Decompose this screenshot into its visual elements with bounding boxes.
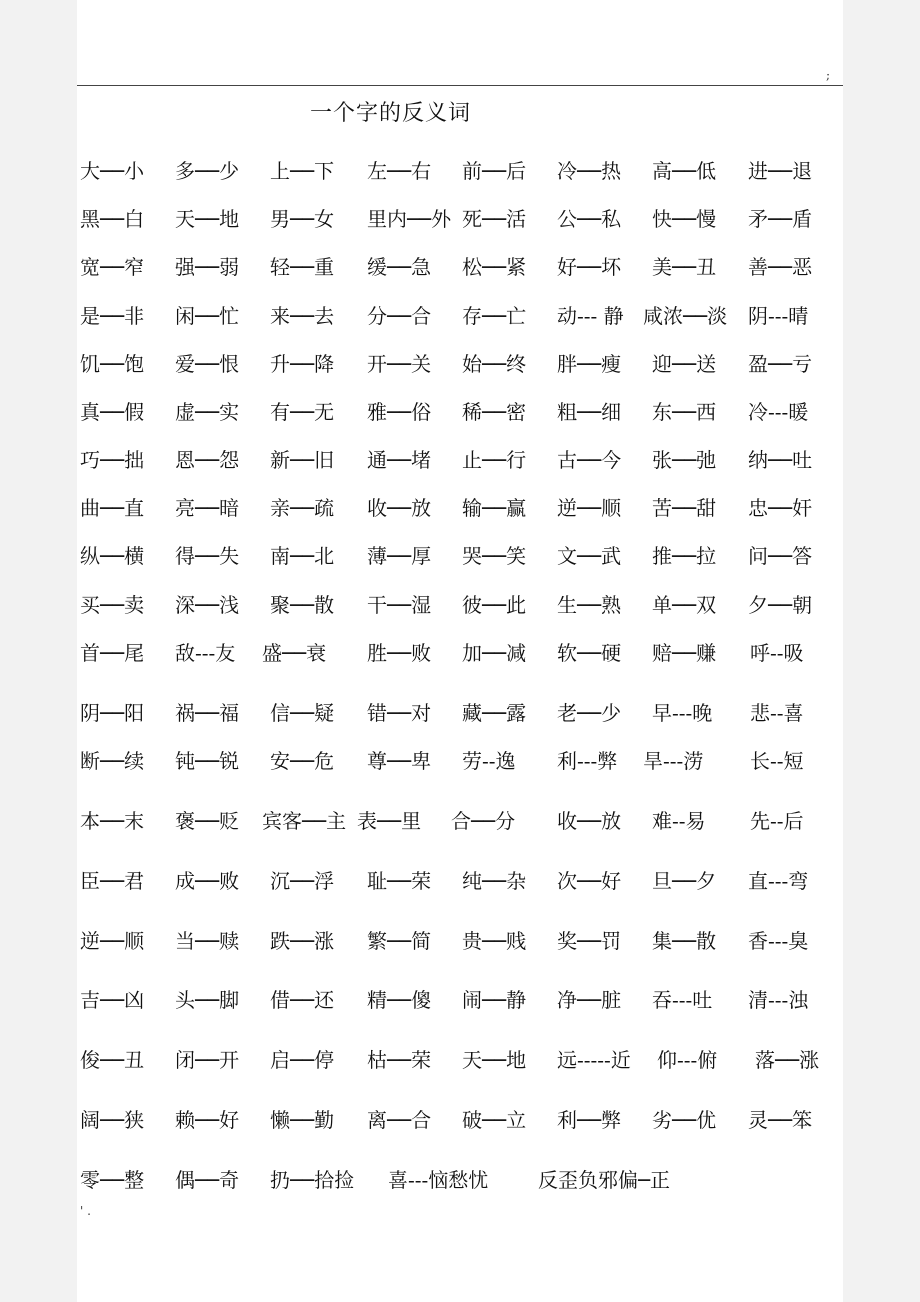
antonym-pair: 远-----近 — [557, 1048, 631, 1072]
antonym-pair: 彼──此 — [462, 593, 527, 617]
antonym-pair: 成──败 — [175, 869, 240, 893]
antonym-pair: 合──分 — [451, 809, 516, 833]
antonym-row — [0, 204, 920, 234]
antonym-pair: 新──旧 — [270, 448, 335, 472]
antonym-pair: 真──假 — [80, 400, 145, 424]
antonym-pair: 当──赎 — [175, 929, 240, 953]
antonym-pair: 存──亡 — [462, 304, 527, 328]
antonym-pair: 纵──横 — [80, 544, 145, 568]
antonym-pair: 文──武 — [557, 544, 622, 568]
antonym-pair: 劳--逸 — [462, 749, 516, 773]
antonym-pair: 旦──夕 — [652, 869, 717, 893]
antonym-pair: 赖──好 — [175, 1108, 240, 1132]
antonym-row — [0, 1045, 920, 1075]
antonym-pair: 问──答 — [748, 544, 813, 568]
antonym-pair: 褒──贬 — [175, 809, 240, 833]
antonym-pair: 臣──君 — [80, 869, 145, 893]
antonym-pair: 宾客──主 — [262, 809, 347, 833]
antonym-pair: 逆──顺 — [557, 496, 622, 520]
antonym-pair: 东──西 — [652, 400, 717, 424]
antonym-pair: 深──浅 — [175, 593, 240, 617]
antonym-pair: 咸浓──淡 — [643, 304, 728, 328]
antonym-pair: 收──放 — [367, 496, 432, 520]
antonym-pair: 敌---友 — [175, 641, 236, 665]
antonym-pair: 亲──疏 — [270, 496, 335, 520]
antonym-pair: 仰---俯 — [657, 1048, 718, 1072]
antonym-pair: 灵──笨 — [748, 1108, 813, 1132]
antonym-pair: 表──里 — [357, 809, 422, 833]
antonym-pair: 盈──亏 — [748, 352, 813, 376]
antonym-pair: 天──地 — [462, 1048, 527, 1072]
antonym-pair: 先--后 — [750, 809, 804, 833]
antonym-pair: 上──下 — [270, 159, 335, 183]
antonym-pair: 是──非 — [80, 304, 145, 328]
antonym-pair: 里内──外 — [367, 207, 452, 231]
antonym-pair: 祸──福 — [175, 701, 240, 725]
antonym-pair: 藏──露 — [462, 701, 527, 725]
antonym-pair: 阴──阳 — [80, 701, 145, 725]
antonym-pair: 前──后 — [462, 159, 527, 183]
antonym-pair: 枯──荣 — [367, 1048, 432, 1072]
antonym-row — [0, 349, 920, 379]
antonym-pair: 阴---晴 — [748, 304, 809, 328]
antonym-pair: 始──终 — [462, 352, 527, 376]
antonym-pair: 饥──饱 — [80, 352, 145, 376]
antonym-pair: 老──少 — [557, 701, 622, 725]
antonym-pair: 直---弯 — [748, 869, 809, 893]
antonym-pair: 净──脏 — [557, 988, 622, 1012]
antonym-pair: 阔──狭 — [80, 1108, 145, 1132]
antonym-pair: 薄──厚 — [367, 544, 432, 568]
antonym-pair: 好──坏 — [557, 255, 622, 279]
antonym-pair: 输──赢 — [462, 496, 527, 520]
antonym-pair: 利──弊 — [557, 1108, 622, 1132]
antonym-pair: 冷---暖 — [748, 400, 809, 424]
antonym-pair: 推──拉 — [652, 544, 717, 568]
antonym-pair: 难--易 — [652, 809, 706, 833]
antonym-pair: 进──退 — [748, 159, 813, 183]
antonym-pair: 古──今 — [557, 448, 622, 472]
antonym-pair: 跌──涨 — [270, 929, 335, 953]
antonym-row — [0, 541, 920, 571]
antonym-pair: 香---臭 — [748, 929, 809, 953]
antonym-pair: 亮──暗 — [175, 496, 240, 520]
antonym-pair: 软──硬 — [557, 641, 622, 665]
antonym-pair: 冷──热 — [557, 159, 622, 183]
antonym-pair: 喜---恼愁忧 — [388, 1168, 489, 1192]
antonym-pair: 逆──顺 — [80, 929, 145, 953]
footer-mark: ' . — [80, 1204, 91, 1218]
antonym-pair: 通──堵 — [367, 448, 432, 472]
antonym-pair: 胜──败 — [367, 641, 432, 665]
antonym-pair: 虚──实 — [175, 400, 240, 424]
antonym-pair: 苦──甜 — [652, 496, 717, 520]
antonym-pair: 集──散 — [652, 929, 717, 953]
antonym-pair: 耻──荣 — [367, 869, 432, 893]
antonym-pair: 美──丑 — [652, 255, 717, 279]
antonym-pair: 雅──俗 — [367, 400, 432, 424]
antonym-row — [0, 866, 920, 896]
antonym-pair: 尊──卑 — [367, 749, 432, 773]
antonym-pair: 升──降 — [270, 352, 335, 376]
antonym-pair: 懒──勤 — [270, 1108, 335, 1132]
antonym-row — [0, 1105, 920, 1135]
antonym-pair: 胖──瘦 — [557, 352, 622, 376]
antonym-pair: 单──双 — [652, 593, 717, 617]
antonym-pair: 天──地 — [175, 207, 240, 231]
antonym-pair: 来──去 — [270, 304, 335, 328]
antonym-pair: 黑──白 — [80, 207, 145, 231]
antonym-pair: 吞---吐 — [652, 988, 713, 1012]
antonym-pair: 开──关 — [367, 352, 432, 376]
antonym-row — [0, 638, 920, 668]
antonym-row — [0, 985, 920, 1015]
antonym-pair: 劣──优 — [652, 1108, 717, 1132]
antonym-pair: 头──脚 — [175, 988, 240, 1012]
antonym-pair: 加──减 — [462, 641, 527, 665]
antonym-row — [0, 1165, 920, 1195]
antonym-pair: 左──右 — [367, 159, 432, 183]
antonym-pair: 干──湿 — [367, 593, 432, 617]
antonym-row — [0, 806, 920, 836]
antonym-pair: 大──小 — [80, 159, 145, 183]
antonym-pair: 稀──密 — [462, 400, 527, 424]
antonym-pair: 夕──朝 — [748, 593, 813, 617]
antonym-pair: 生──熟 — [557, 593, 622, 617]
antonym-pair: 落──涨 — [755, 1048, 820, 1072]
antonym-pair: 曲──直 — [80, 496, 145, 520]
antonym-pair: 止──行 — [462, 448, 527, 472]
antonym-pair: 悲--喜 — [750, 701, 804, 725]
antonym-pair: 轻──重 — [270, 255, 335, 279]
antonym-row — [0, 926, 920, 956]
antonym-pair: 扔──拾捡 — [270, 1168, 355, 1192]
antonym-pair: 巧──拙 — [80, 448, 145, 472]
antonym-pair: 宽──窄 — [80, 255, 145, 279]
antonym-pair: 快──慢 — [652, 207, 717, 231]
antonym-pair: 男──女 — [270, 207, 335, 231]
antonym-pair: 借──还 — [270, 988, 335, 1012]
antonym-pair: 利---弊 — [557, 749, 618, 773]
header-rule — [77, 85, 843, 86]
antonym-row — [0, 493, 920, 523]
antonym-pair: 本──末 — [80, 809, 145, 833]
antonym-pair: 断──续 — [80, 749, 145, 773]
antonym-pair: 离──合 — [367, 1108, 432, 1132]
antonym-pair: 纳──吐 — [748, 448, 813, 472]
antonym-pair: 呼--吸 — [750, 641, 804, 665]
antonym-pair: 长--短 — [750, 749, 804, 773]
antonym-pair: 纯──杂 — [462, 869, 527, 893]
antonym-pair: 南──北 — [270, 544, 335, 568]
antonym-row — [0, 156, 920, 186]
antonym-pair: 错──对 — [367, 701, 432, 725]
antonym-pair: 张──弛 — [652, 448, 717, 472]
antonym-pair: 聚──散 — [270, 593, 335, 617]
antonym-row — [0, 445, 920, 475]
antonym-pair: 强──弱 — [175, 255, 240, 279]
antonym-pair: 赔──赚 — [652, 641, 717, 665]
antonym-pair: 繁──简 — [367, 929, 432, 953]
antonym-pair: 缓──急 — [367, 255, 432, 279]
antonym-row — [0, 397, 920, 427]
antonym-pair: 动--- 静 — [557, 304, 624, 328]
antonym-pair: 高──低 — [652, 159, 717, 183]
antonym-pair: 得──失 — [175, 544, 240, 568]
antonym-pair: 精──傻 — [367, 988, 432, 1012]
antonym-pair: 收──放 — [557, 809, 622, 833]
antonym-pair: 买──卖 — [80, 593, 145, 617]
antonym-pair: 早---晚 — [652, 701, 713, 725]
antonym-pair: 奖──罚 — [557, 929, 622, 953]
antonym-pair: 闹──静 — [462, 988, 527, 1012]
antonym-pair: 安──危 — [270, 749, 335, 773]
antonym-pair: 分──合 — [367, 304, 432, 328]
antonym-pair: 次──好 — [557, 869, 622, 893]
antonym-pair: 沉──浮 — [270, 869, 335, 893]
antonym-pair: 闭──开 — [175, 1048, 240, 1072]
antonym-pair: 迎──送 — [652, 352, 717, 376]
antonym-row — [0, 590, 920, 620]
antonym-pair: 首──尾 — [80, 641, 145, 665]
antonym-pair: 公──私 — [557, 207, 622, 231]
antonym-pair: 盛──衰 — [262, 641, 327, 665]
antonym-pair: 死──活 — [462, 207, 527, 231]
antonym-pair: 多──少 — [175, 159, 240, 183]
antonym-row — [0, 746, 920, 776]
antonym-row — [0, 698, 920, 728]
antonym-pair: 矛──盾 — [748, 207, 813, 231]
antonym-pair: 钝──锐 — [175, 749, 240, 773]
antonym-pair: 反歪负邪偏─正 — [538, 1168, 671, 1192]
antonym-pair: 偶──奇 — [175, 1168, 240, 1192]
antonym-pair: 有──无 — [270, 400, 335, 424]
header-corner-mark: ; — [826, 68, 831, 82]
antonym-pair: 闲──忙 — [175, 304, 240, 328]
page-title: 一个字的反义词 — [310, 101, 472, 126]
antonym-pair: 善──恶 — [748, 255, 813, 279]
antonym-pair: 旱---涝 — [643, 749, 704, 773]
antonym-pair: 粗──细 — [557, 400, 622, 424]
antonym-pair: 信──疑 — [270, 701, 335, 725]
antonym-pair: 俊──丑 — [80, 1048, 145, 1072]
antonym-pair: 贵──贱 — [462, 929, 527, 953]
antonym-row — [0, 252, 920, 282]
antonym-pair: 吉──凶 — [80, 988, 145, 1012]
antonym-pair: 恩──怨 — [175, 448, 240, 472]
antonym-pair: 启──停 — [270, 1048, 335, 1072]
antonym-pair: 哭──笑 — [462, 544, 527, 568]
antonym-pair: 清---浊 — [748, 988, 809, 1012]
antonym-row — [0, 301, 920, 331]
antonym-pair: 松──紧 — [462, 255, 527, 279]
antonym-pair: 零──整 — [80, 1168, 145, 1192]
antonym-pair: 破──立 — [462, 1108, 527, 1132]
antonym-pair: 爱──恨 — [175, 352, 240, 376]
antonym-pair: 忠──奸 — [748, 496, 813, 520]
